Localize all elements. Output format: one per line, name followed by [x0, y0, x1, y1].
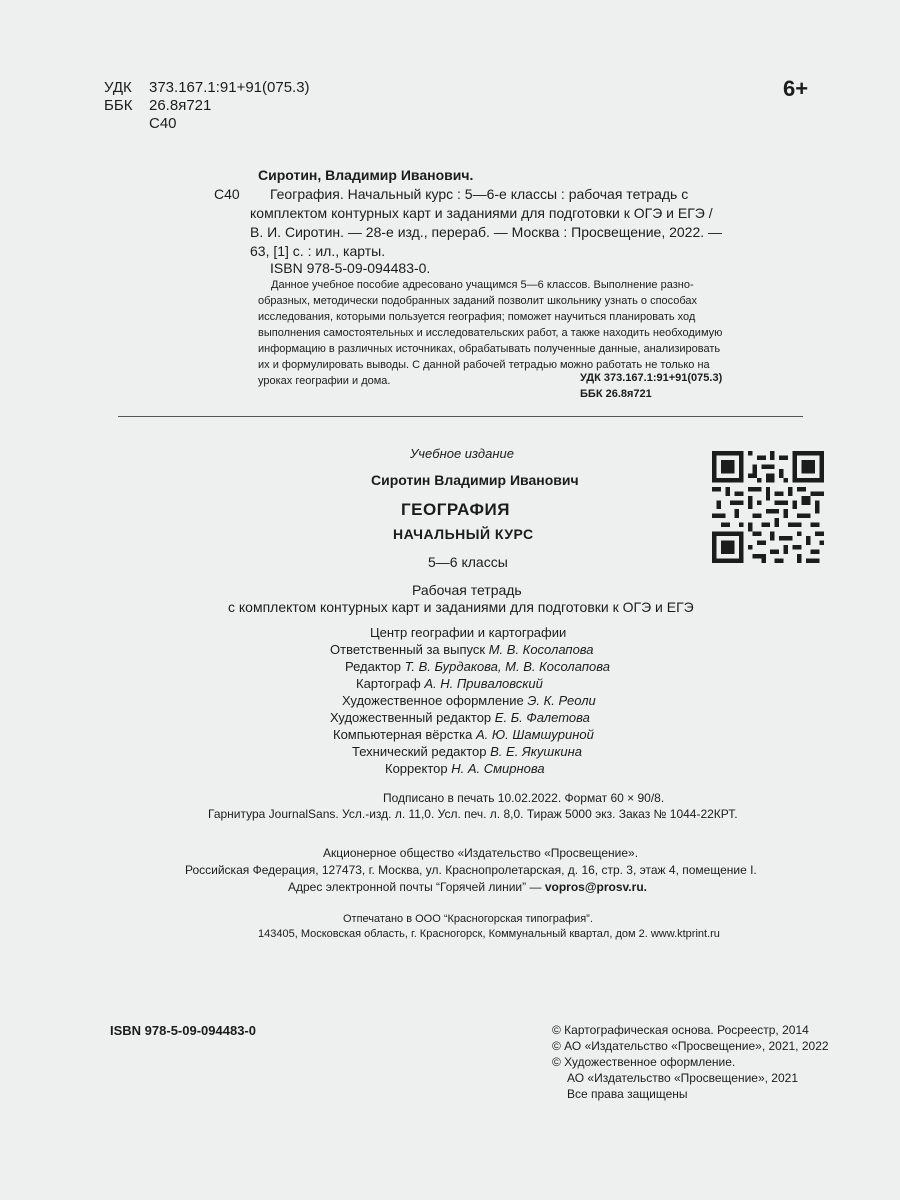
bib-mark: С40 [214, 186, 240, 202]
bib-line: 63, [1] с. : ил., карты. [250, 243, 386, 259]
credit-name: Э. К. Реоли [527, 693, 596, 708]
credit-line [385, 761, 545, 776]
credit-line [352, 744, 582, 759]
publisher-email-line [288, 880, 647, 894]
credit-role: Корректор [385, 761, 448, 776]
publisher-line: Российская Федерация, 127473, г. Москва, ул. Краснопролетарская, д. 16, стр. 3, этаж 4, помещение I. [185, 863, 757, 877]
bib-line: В. И. Сиротин. — 28-е изд., перераб. — Москва : Просвещение, 2022. — [250, 224, 723, 240]
copyright-line: © Картографическая основа. Росреестр, 2014 [552, 1023, 809, 1037]
edition-workbook-desc: с комплектом контурных карт и заданиями для подготовки к ОГЭ и ЕГЭ [228, 599, 694, 615]
credit-name: Н. А. Смирнова [451, 761, 545, 776]
print-info-line: Подписано в печать 10.02.2022. Формат 60 × 90/8. [383, 791, 665, 805]
publisher-line: Акционерное общество «Издательство «Просвещение». [323, 846, 639, 860]
annotation-line: уроках географии и дома. [258, 375, 391, 387]
edition-type: Учебное издание [410, 446, 514, 461]
author-mark: С40 [149, 115, 177, 132]
credit-line [370, 625, 566, 640]
age-rating: 6+ [783, 76, 809, 101]
copyright-line: © Художественное оформление. [552, 1055, 736, 1069]
bbk-value: 26.8я721 [149, 97, 212, 114]
bbk-label: ББК [104, 97, 133, 114]
copyright-line: © АО «Издательство «Просвещение», 2021, 2022 [552, 1039, 829, 1053]
credit-role: Редактор [345, 659, 401, 674]
printer-line: Отпечатано в ООО “Красногорская типография”. [343, 913, 593, 925]
edition-workbook: Рабочая тетрадь [412, 582, 522, 598]
credit-name: Т. В. Бурдакова, М. В. Косолапова [404, 659, 610, 674]
copyright-line: Все права защищены [567, 1087, 688, 1101]
annotation-bbk: ББК 26.8я721 [580, 388, 652, 400]
annotation-line: образных, методически подобранных заданий позволит школьнику узнать о способах [258, 295, 698, 307]
credit-name: В. Е. Якушкина [490, 744, 582, 759]
edition-grades: 5—6 классы [428, 554, 508, 570]
credit-role: Компьютерная вёрстка [333, 727, 473, 742]
copyright-line: АО «Издательство «Просвещение», 2021 [567, 1071, 799, 1085]
credit-role: Ответственный за выпуск [330, 642, 486, 657]
publisher-email-label: Адрес электронной почты “Горячей линии” — [288, 880, 542, 894]
credit-role: Центр географии и картографии [370, 625, 567, 640]
bib-line: комплектом контурных карт и заданиями для подготовки к ОГЭ и ЕГЭ / [250, 205, 713, 221]
footer-isbn: ISBN 978-5-09-094483-0 [110, 1023, 256, 1038]
credit-role: Технический редактор [352, 744, 487, 759]
edition-author-text: Сиротин Владимир Иванович [371, 472, 579, 488]
credit-line [330, 642, 594, 657]
credit-line [330, 710, 590, 725]
credit-role: Художественный редактор [330, 710, 492, 725]
annotation-line: выполнения самостоятельных и исследовательских работ, а также находить необходимую [258, 327, 723, 339]
annotation-line: Данное учебное пособие адресовано учащимся 5—6 классов. Выполнение разно- [271, 279, 694, 291]
credit-line [356, 676, 543, 691]
annotation-line: их и формулировать выводы. С данной рабочей тетрадью можно работать не только на [258, 359, 710, 371]
credit-line [333, 727, 594, 742]
edition-author [371, 472, 579, 488]
credit-name: М. В. Косолапова [488, 642, 594, 657]
bib-line: География. Начальный курс : 5—6-е классы : рабочая тетрадь с [270, 186, 689, 202]
printer-line: 143405, Московская область, г. Красногорск, Коммунальный квартал, дом 2. www.ktprint.ru [258, 928, 720, 940]
credit-name: А. Н. Привaловский [424, 676, 543, 691]
print-info-line: Гарнитура JournalSans. Усл.-изд. л. 11,0. Усл. печ. л. 8,0. Тираж 5000 экз. Заказ № 1044-22КРТ. [208, 807, 738, 821]
udk-value: 373.167.1:91+91(075.3) [149, 79, 310, 96]
annotation-udk: УДК 373.167.1:91+91(075.3) [580, 372, 723, 384]
credit-name: А. Ю. Шамшуриной [476, 727, 594, 742]
bib-author-heading: Сиротин, Владимир Иванович. [258, 167, 474, 183]
credit-line [342, 693, 596, 708]
credit-role: Картограф [356, 676, 421, 691]
credit-role: Художественное оформление [342, 693, 524, 708]
edition-subtitle-title: НАЧАЛЬНЫЙ КУРС [393, 526, 534, 542]
bib-isbn: ISBN 978-5-09-094483-0. [270, 260, 431, 276]
annotation-line: исследования, которыми пользуется география; поможет научиться планировать ход [258, 311, 696, 323]
annotation-line: информацию в различных источниках, обрабатывать полученные данные, анализировать [258, 343, 721, 355]
section-divider [118, 416, 803, 417]
udk-label: УДК [104, 79, 132, 96]
credit-line [345, 659, 610, 674]
edition-title: ГЕОГРАФИЯ [401, 500, 510, 519]
qr-code [712, 451, 824, 563]
publisher-email[interactable]: vopros@prosv.ru. [544, 880, 647, 894]
credit-name: Е. Б. Фалетова [494, 710, 590, 725]
